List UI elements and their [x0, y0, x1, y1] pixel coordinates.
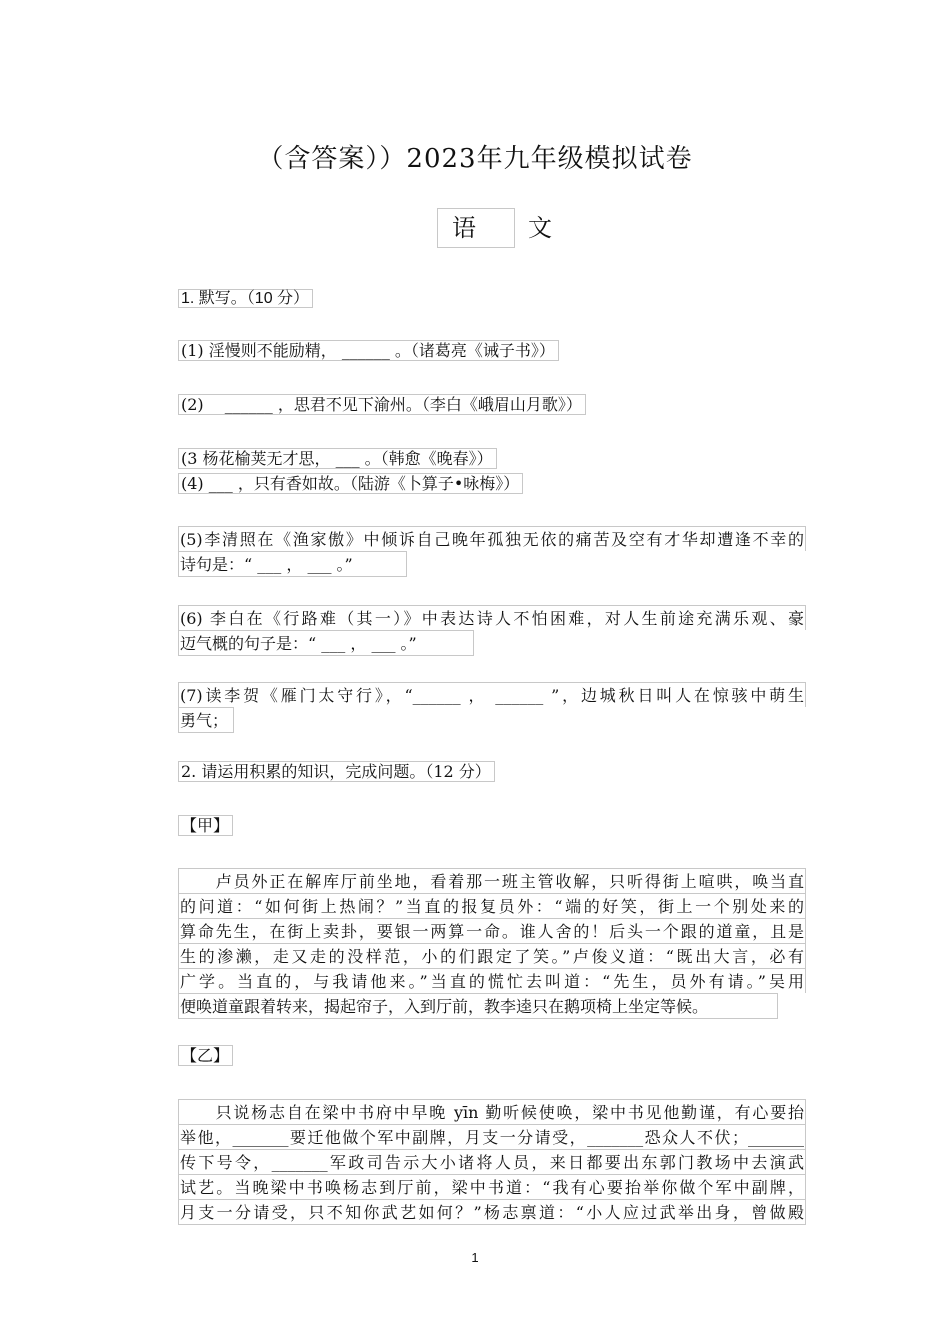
- q1-item-4: (4) ___ ，只有香如故。（陆游《卜算子•咏梅》）: [178, 473, 523, 495]
- passage-line: 只说杨志自在梁中书府中早晚 yīn 勤听候使唤，梁中书见他勤谨，有心要抬: [178, 1099, 806, 1124]
- passage-line: 便唤道童跟着转来，揭起帘子，入到厅前，教李逵只在鹅项椅上坐定等候。: [178, 993, 778, 1019]
- q1-item-5-line: (5)李清照在《渔家傲》中倾诉自己晚年孤独无依的痛苦及空有才华却遭逢不幸的: [178, 526, 806, 551]
- q1-item-6-line: (6) 李白在《行路难（其一）》中表达诗人不怕困难，对人生前途充满乐观、豪: [178, 605, 806, 630]
- passage-line: 试艺。当晚梁中书唤杨志到厅前，梁中书道：“我有心要抬举你做个军中副牌，: [178, 1174, 806, 1199]
- q1-item-3: (3 杨花榆荚无才思， ___ 。（韩愈《晚春》）: [178, 448, 497, 470]
- q1-item-7: [178, 682, 806, 740]
- passage-line: 生的渗濑，走又走的没样范，小的们跟定了笑。”卢俊义道：“既出大言，必有: [178, 943, 806, 968]
- q1-item-6-line: 迈气概的句子是：“ ___ ， ___ 。”: [178, 630, 474, 656]
- q1-item-1: (1) 淫慢则不能励精， ______ 。（诸葛亮《诫子书》）: [178, 340, 559, 362]
- passage-line: 卢员外正在解库厅前坐地，看着那一班主管收解，只听得街上喧哄，唤当直: [178, 868, 806, 893]
- q1-item-5-line: 诗句是：“ ___ ， ___ 。”: [178, 551, 407, 577]
- page-number: 1: [471, 1250, 479, 1265]
- q1-item-2: (2) ______ ，思君不见下渝州。（李白《峨眉山月歌》）: [178, 394, 586, 416]
- q2-jia-passage: [178, 868, 806, 1026]
- q2-yi-passage: [178, 1099, 806, 1225]
- q1-item-5: [178, 526, 806, 584]
- q1-item-7-line: (7)读李贺《雁门太守行》，“______ ， ______ ”，边城秋日叫人在惊骇中萌生: [178, 682, 806, 707]
- q1-item-7-line: 勇气；: [178, 707, 234, 733]
- passage-line: 传下号令，_______军政司告示大小诸将人员，来日都要出东郭门教场中去演武: [178, 1149, 806, 1174]
- q2-jia-label: 【甲】: [178, 815, 233, 837]
- passage-line: 举他，_______要迁他做个军中副牌，月支一分请受，_______恐众人不伏；_______: [178, 1124, 806, 1149]
- q1-item-6: [178, 605, 806, 663]
- passage-line: 的问道：“如何街上热闹？”当直的报复员外：“端的好笑，街上一个别处来的: [178, 893, 806, 918]
- passage-line: 算命先生，在街上卖卦，要银一两算一命。谁人舍的！后头一个跟的道童，且是: [178, 918, 806, 943]
- passage-line: 月支一分请受，只不知你武艺如何？”杨志禀道：“小人应过武举出身，曾做殿: [178, 1199, 806, 1225]
- subject-label: 语 文: [437, 208, 515, 248]
- q2-heading: 2. 请运用积累的知识，完成问题。（12 分）: [178, 761, 495, 783]
- q1-heading: 1. 默写。（10 分）: [178, 287, 313, 309]
- passage-line: 广学。当直的，与我请他来。”当直的慌忙去叫道：“先生，员外有请。”吴用: [178, 968, 806, 993]
- page-title: （含答案））2023年九年级模拟试卷: [257, 144, 693, 174]
- q2-yi-label: 【乙】: [178, 1045, 233, 1067]
